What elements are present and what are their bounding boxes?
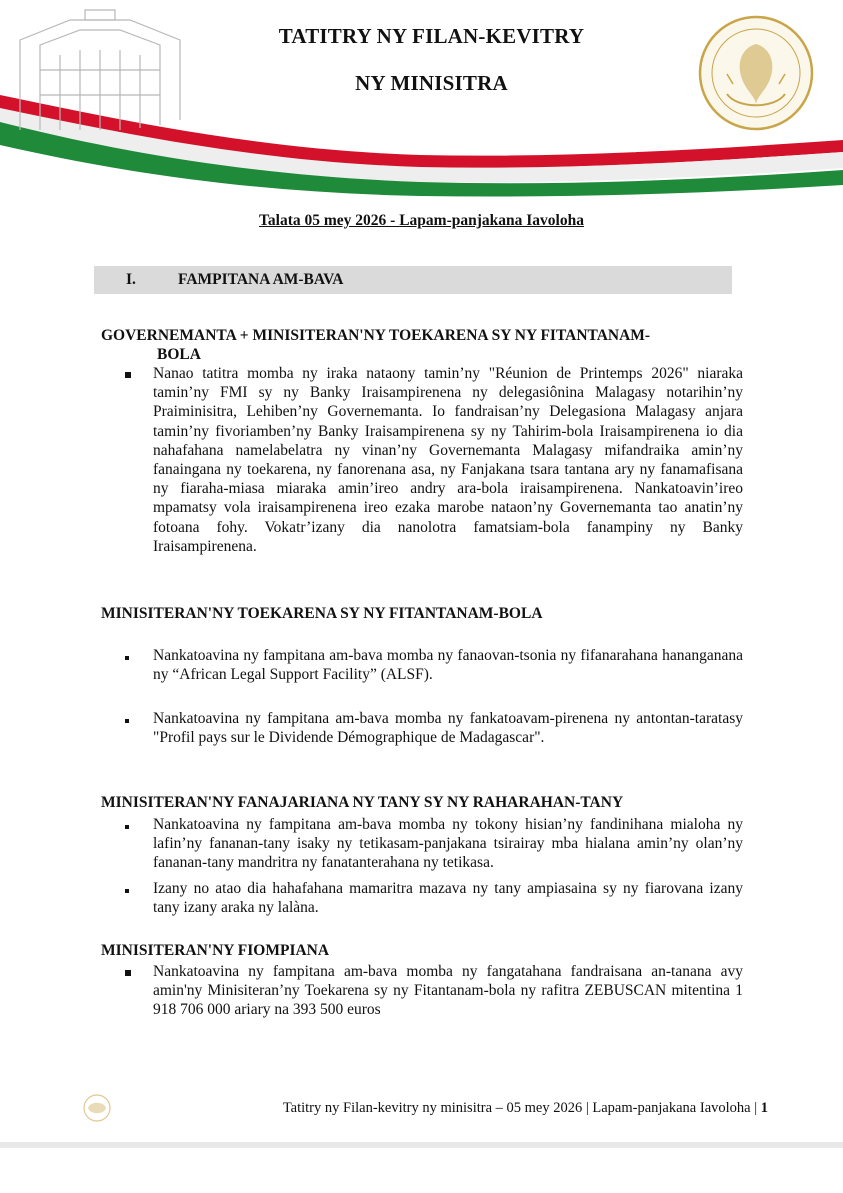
list-item-text: Izany no atao dia hahafahana mamaritra mazava ny tany ampiasaina sy ny fiarovana izany tany izany araka ny lalàna. xyxy=(153,880,743,917)
square-bullet-icon xyxy=(125,879,145,898)
footer-text: Tatitry ny Filan-kevitry ny minisitra – 05 mey 2026 | Lapam-panjakana Iavoloha | xyxy=(282,1100,758,1116)
palace-building-icon xyxy=(0,0,200,135)
square-bullet-icon xyxy=(125,364,145,383)
list-item xyxy=(125,364,743,556)
list-item-text: Nankatoavina ny fampitana am-bava momba ny fankatoavam-pirenena ny antontan-taratasy "Profil pays sur le Dividende Démographique de Madagascar". xyxy=(153,710,743,747)
list-item-text: Nankatoavina ny fampitana am-bava momba ny tokony hisian’ny fandinihana mialoha ny lafin’ny fananan-tany isaky ny tetikasam-panjakana tsirairay mba hialana amin’ny olan’ny fananan-tany mandritra ny fanatanterahana ny tetikasa. xyxy=(153,816,743,872)
ministry-title: MINISITERAN'NY FIOMPIANA xyxy=(101,942,330,959)
section-title: FAMPITANA AM-BAVA xyxy=(178,271,344,288)
list-item xyxy=(125,879,743,917)
footer-seal-icon xyxy=(80,1093,114,1123)
ministry-title: MINISITERAN'NY FANAJARIANA NY TANY SY NY RAHARAHAN-TANY xyxy=(101,794,624,811)
ministry-heading xyxy=(101,326,743,364)
ministry-title: MINISITERAN'NY TOEKARENA SY NY FITANTANAM-BOLA xyxy=(101,605,543,622)
section-heading xyxy=(94,266,732,294)
ministry-title-continued: BOLA xyxy=(157,346,201,363)
document-title-line-1: TATITRY NY FILAN-KEVITRY xyxy=(278,24,585,48)
page-number: 1 xyxy=(760,1100,768,1116)
section-number: I. xyxy=(126,271,136,288)
list-item xyxy=(125,646,743,684)
ministry-heading xyxy=(101,941,743,960)
square-bullet-icon xyxy=(125,646,145,665)
ministry-title: GOVERNEMANTA + MINISITERAN'NY TOEKARENA SY NY FITANTANAM- xyxy=(101,327,651,344)
ministry-heading xyxy=(101,604,743,623)
ministry-heading xyxy=(101,793,743,812)
meeting-date-location: Talata 05 mey 2026 - Lapam-panjakana Iavoloha xyxy=(259,212,584,229)
list-item-text: Nankatoavina ny fampitana am-bava momba ny fanaovan-tsonia ny fifanarahana hananganana ny “African Legal Support Facility” (ALSF). xyxy=(153,647,743,684)
list-item xyxy=(125,815,743,873)
square-bullet-icon xyxy=(125,962,145,981)
square-bullet-icon xyxy=(125,815,145,834)
document-title-line-2: NY MINISITRA xyxy=(355,71,508,95)
page-header xyxy=(0,0,843,200)
list-item xyxy=(125,709,743,747)
list-item-text: Nanao tatitra momba ny iraka nataony tamin’ny "Réunion de Printemps 2026" niaraka tamin’ny FMI sy ny Banky Iraisampirenena ny delegasiônina Malagasy notarihin’ny Praiminisitra, Lehiben’ny Governemanta. Io fandraisan’ny Delegasiona Malagasy anjara tamin’ny fivoriamben’ny Banky Iraisampirenena sy ny Tahirim-bola Iraisampirenena io dia nahafahana namelabelatra ny vinan’ny Governemanta Malagasy mifandraika amin’ny fanaingana ny toekarena, ny fanorenana asa, ny Fanjakana tsara tantana ary ny fanamafisana ny fiaraha-miasa miaraka amin’ireo andry ara-bola iraisampirenena. Nankatoavin’ireo mpamatsy vola iraisampirenena ireo ezaka marobe nataon’ny Governemanta tao anatin’ny fotoana fohy. Vokatr’izany dia nanolotra famatsiam-bola fanampiny ny Banky Iraisampirenena. xyxy=(153,365,743,555)
list-item-text: Nankatoavina ny fampitana am-bava momba ny fangatahana fandraisana an-tanana avy amin'ny Minisiteran’ny Toekarena sy ny Fitantanam-bola ny rafitra ZEBUSCAN mitentina 1 918 706 000 ariary na 393 500 euros xyxy=(153,963,743,1019)
list-item xyxy=(125,962,743,1020)
square-bullet-icon xyxy=(125,709,145,728)
footer-color-band xyxy=(0,1138,843,1152)
page-footer xyxy=(283,1100,768,1117)
